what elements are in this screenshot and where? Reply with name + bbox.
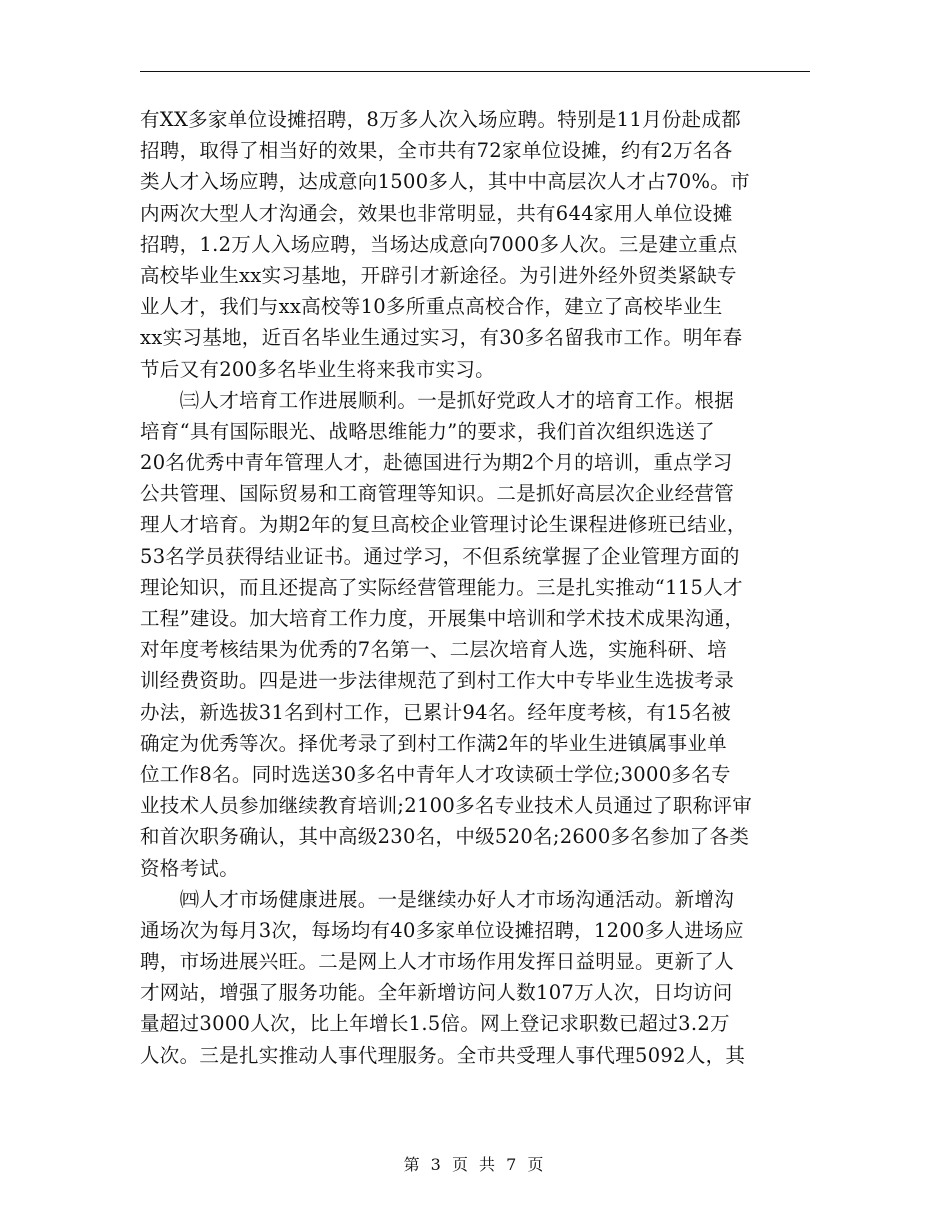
header-rule xyxy=(140,71,810,72)
text-line: ㈣人才市场健康进展。一是继续办好人才市场沟通活动。新增沟 xyxy=(140,887,735,911)
text-line: 量超过3000人次，比上年增长1.5倍。网上登记求职数已超过3.2万 xyxy=(140,1012,730,1036)
page-footer: 第 3 页 共 7 页 xyxy=(403,1155,547,1174)
text-line: 才网站，增强了服务功能。全年新增访问人数107万人次，日均访问 xyxy=(140,981,733,1005)
text-line: 理论知识，而且还提高了实际经营管理能力。三是扎实推动“115人才 xyxy=(140,575,743,599)
text-line: 公共管理、国际贸易和工商管理等知识。二是抓好高层次企业经营管 xyxy=(140,482,735,506)
text-line: xx实习基地，近百名毕业生通过实习，有30多名留我市工作。明年春 xyxy=(140,326,743,350)
text-line: 有XX多家单位设摊招聘，8万多人次入场应聘。特别是11月份赴成都 xyxy=(140,108,742,131)
text-line: 培育“具有国际眼光、战略思维能力”的要求，我们首次组织选送了 xyxy=(140,419,715,443)
text-line: 53名学员获得结业证书。通过学习，不但系统掌握了企业管理方面的 xyxy=(140,544,740,568)
text-line: 办法，新选拔31名到村工作，已累计94名。经年度考核，有15名被 xyxy=(140,700,732,724)
body-text xyxy=(140,104,810,1071)
text-line: 训经费资助。四是进一步法律规范了到村工作大中专毕业生选拔考录 xyxy=(140,669,735,693)
text-line: 节后又有200多名毕业生将来我市实习。 xyxy=(140,357,495,381)
text-line: 业人才，我们与xx高校等10多所重点高校合作，建立了高校毕业生 xyxy=(140,295,723,319)
text-line: 通场次为每月3次，每场均有40多家单位设摊招聘，1200多人进场应 xyxy=(140,918,744,942)
text-line: 内两次大型人才沟通会，效果也非常明显，共有644家用人单位设摊 xyxy=(140,201,733,225)
text-line: 对年度考核结果为优秀的7名第一、二层次培育人选，实施科研、培 xyxy=(140,638,727,662)
text-line: ㈢人才培育工作进展顺利。一是抓好党政人才的培育工作。根据 xyxy=(140,388,735,412)
text-line: 工程”建设。加大培育工作力度，开展集中培训和学术技术成果沟通， xyxy=(140,607,745,630)
text-line: 招聘，取得了相当好的效果，全市共有72家单位设摊，约有2万名各 xyxy=(140,139,733,163)
text-line: 类人才入场应聘，达成意向1500多人，其中中高层次人才占70%。市 xyxy=(140,170,750,194)
text-line: 聘，市场进展兴旺。二是网上人才市场作用发挥日益明显。更新了人 xyxy=(140,950,735,974)
text-line: 20名优秀中青年管理人才，赴德国进行为期2个月的培训，重点学习 xyxy=(140,451,733,475)
text-line: 确定为优秀等次。择优考录了到村工作满2年的毕业生进镇属事业单 xyxy=(140,731,727,755)
text-line: 人次。三是扎实推动人事代理服务。全市共受理人事代理5092人，其 xyxy=(140,1043,746,1067)
text-line: 资格考试。 xyxy=(140,856,240,880)
text-line: 和首次职务确认，其中高级230名，中级520名;2600多名参加了各类 xyxy=(140,825,750,849)
text-line: 理人才培育。为期2年的复旦高校企业管理讨论生课程进修班已结业， xyxy=(140,513,747,537)
text-line: 业技术人员参加继续教育培训;2100多名专业技术人员通过了职称评审 xyxy=(140,794,753,818)
text-line: 招聘，1.2万人入场应聘，当场达成意向7000多人次。三是建立重点 xyxy=(140,232,738,256)
text-line: 位工作8名。同时选送30多名中青年人才攻读硕士学位;3000多名专 xyxy=(140,762,731,786)
text-line: 高校毕业生xx实习基地，开辟引才新途径。为引进外经外贸类紧缺专 xyxy=(140,263,737,287)
